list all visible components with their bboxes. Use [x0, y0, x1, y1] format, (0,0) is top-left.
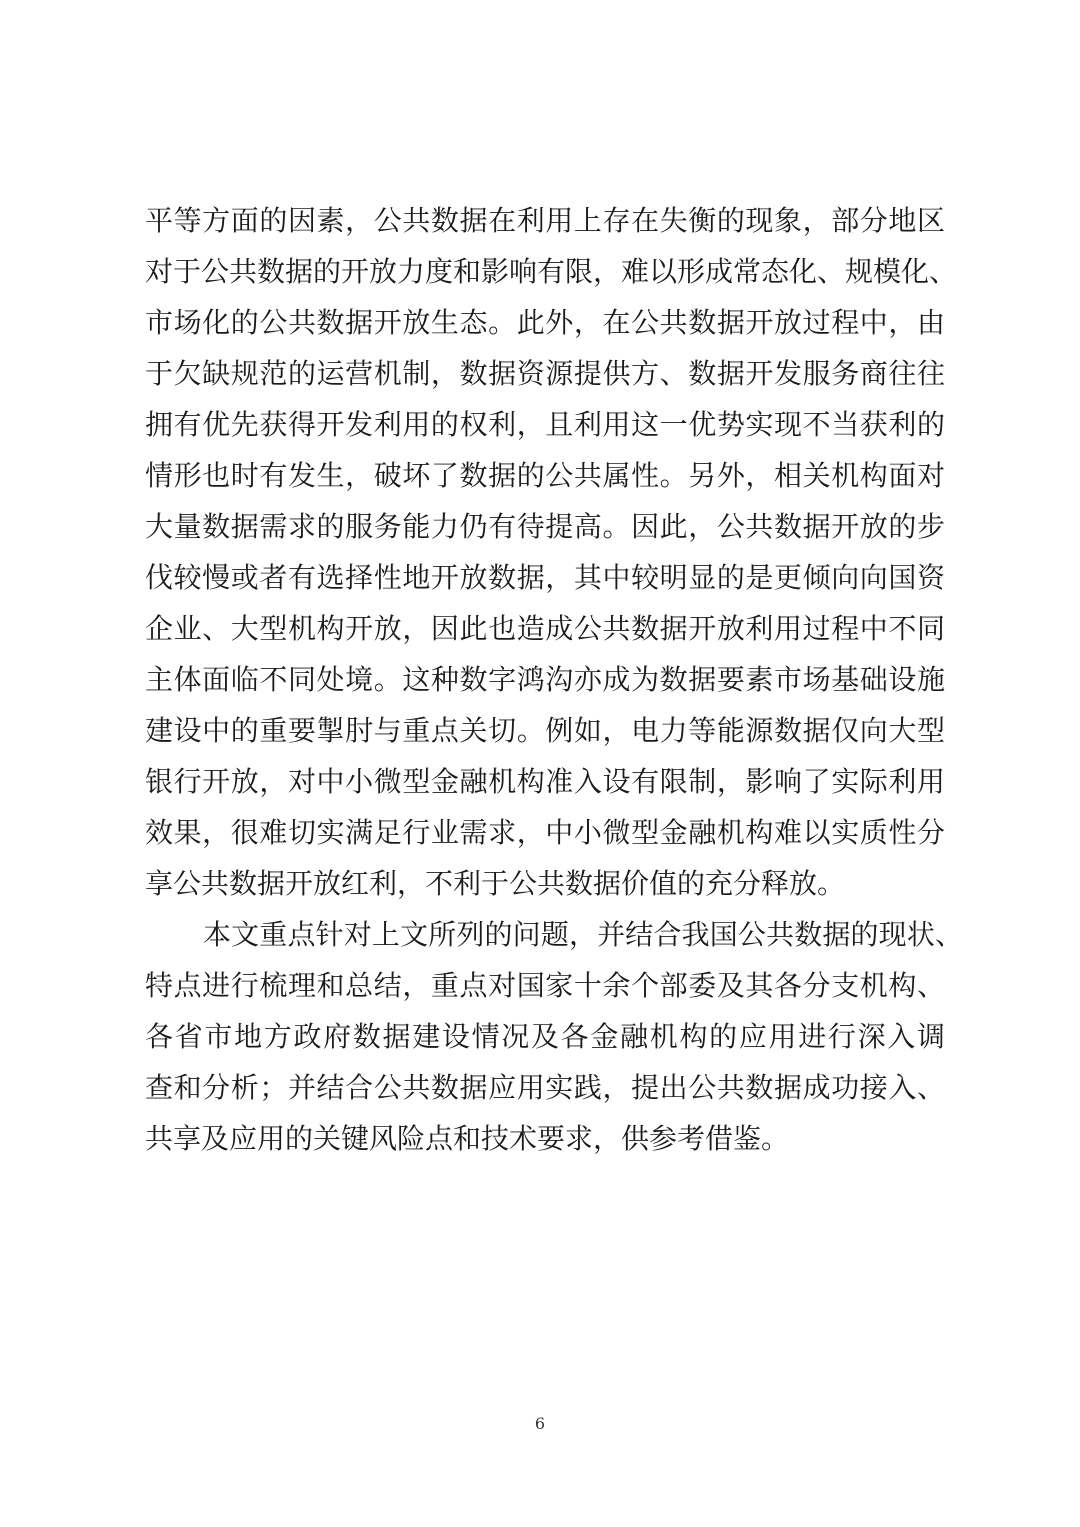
paragraph-line: 伐较慢或者有选择性地开放数据，其中较明显的是更倾向向国资 [145, 561, 945, 594]
paragraph-line: 特点进行梳理和总结，重点对国家十余个部委及其各分支机构、 [145, 969, 945, 1002]
paragraph-line: 银行开放，对中小微型金融机构准入设有限制，影响了实际利用 [145, 765, 945, 798]
paragraph-line: 各省市地方政府数据建设情况及各金融机构的应用进行深入调 [145, 1020, 945, 1053]
paragraph-line: 企业、大型机构开放，因此也造成公共数据开放利用过程中不同 [145, 612, 945, 645]
paragraph-line: 建设中的重要掣肘与重点关切。例如，电力等能源数据仅向大型 [145, 714, 945, 747]
paragraph-line: 大量数据需求的服务能力仍有待提高。因此，公共数据开放的步 [145, 510, 945, 543]
paragraph-line: 拥有优先获得开发利用的权利，且利用这一优势实现不当获利的 [145, 408, 945, 441]
paragraph-line: 共享及应用的关键风险点和技术要求，供参考借鉴。 [145, 1122, 790, 1155]
paragraph-line: 本文重点针对上文所列的问题，并结合我国公共数据的现状、 [203, 918, 963, 951]
page-number: 6 [534, 1414, 546, 1433]
paragraph-line: 平等方面的因素，公共数据在利用上存在失衡的现象，部分地区 [145, 204, 945, 237]
paragraph-line: 享公共数据开放红利，不利于公共数据价值的充分释放。 [145, 867, 846, 900]
paragraph-line: 对于公共数据的开放力度和影响有限，难以形成常态化、规模化、 [145, 255, 958, 288]
paragraph-line: 主体面临不同处境。这种数字鸿沟亦成为数据要素市场基础设施 [145, 663, 945, 696]
paragraph-line: 市场化的公共数据开放生态。此外，在公共数据开放过程中，由 [145, 306, 945, 339]
paragraph-line: 查和分析；并结合公共数据应用实践，提出公共数据成功接入、 [145, 1071, 945, 1104]
paragraph-line: 效果，很难切实满足行业需求，中小微型金融机构难以实质性分 [145, 816, 945, 849]
paragraph-line: 情形也时有发生，破坏了数据的公共属性。另外，相关机构面对 [145, 459, 945, 492]
paragraph-line: 于欠缺规范的运营机制，数据资源提供方、数据开发服务商往往 [145, 357, 945, 390]
